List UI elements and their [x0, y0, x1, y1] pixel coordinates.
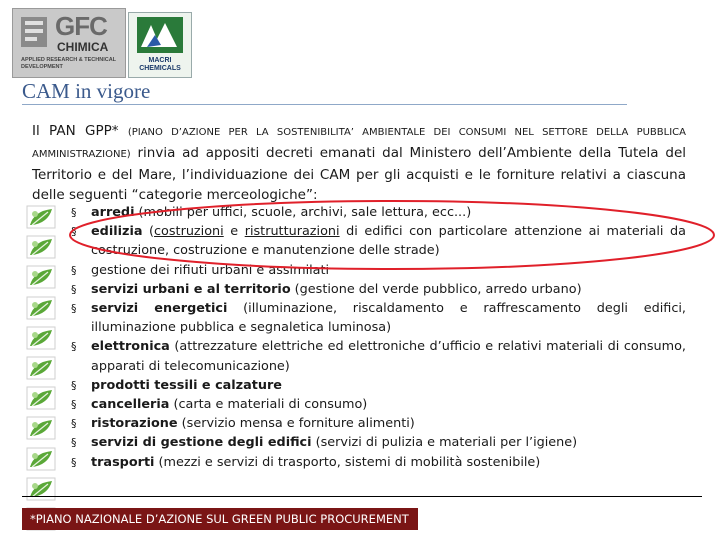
gfc-brand: GFC: [55, 11, 107, 41]
recycle-leaf-icon: [26, 447, 56, 471]
list-item: [70, 376, 686, 395]
item-keyword: edilizia: [91, 224, 143, 240]
highlight-ellipse: [66, 196, 720, 274]
bullet-icon: §: [71, 225, 77, 239]
footer-banner: [22, 508, 418, 530]
bullet-icon: §: [71, 282, 77, 296]
item-keyword: prodotti tessili e calzature: [91, 377, 282, 393]
item-detail: (illuminazione, riscaldamento e raffrescamento degli edifici, illuminazione pubblica e segnaletica luminosa): [91, 301, 686, 336]
item-keyword: arredi: [91, 205, 135, 220]
item-keyword: servizi energetici: [91, 301, 228, 317]
bullet-icon: §: [71, 263, 77, 277]
item-keyword: gestione dei rifiuti urbani e assimilati: [91, 262, 330, 278]
list-item: [70, 299, 686, 337]
bullet-icon: §: [71, 436, 77, 450]
bullet-icon: §: [71, 398, 77, 412]
title-divider: [22, 104, 627, 105]
page-title: CAM in vigore: [22, 79, 151, 103]
item-detail: (mobili per uffici, scuole, archivi, sale lettura, ecc...): [134, 205, 472, 220]
bullet-icon: §: [71, 417, 77, 431]
footer-note: *PIANO NAZIONALE D’AZIONE SUL GREEN PUBLIC PROCUREMENT: [30, 512, 409, 526]
recycle-leaf-icon: [26, 296, 56, 320]
gfc-tagline: APPLIED RESEARCH & TECHNICAL DEVELOPMENT: [21, 57, 116, 70]
recycle-leaf-icon: [26, 235, 56, 259]
intro-lead: Il PAN GPP*: [32, 123, 119, 139]
recycle-leaf-icon: [26, 356, 56, 380]
list-item: [70, 433, 686, 452]
item-detail: di edifici con particolare attenzione ai materiali da costruzione, costruzione e manutenzione delle strade): [91, 224, 686, 259]
recycle-leaf-icon: [26, 386, 56, 410]
item-keyword: servizi urbani e al territorio: [91, 281, 291, 297]
item-underlined: ristrutturazioni: [244, 224, 340, 240]
item-detail: (mezzi e servizi di trasporto, sistemi di mobilità sostenibile): [154, 454, 541, 470]
leaf-icons-column: [26, 205, 62, 537]
item-keyword: ristorazione: [91, 416, 178, 432]
item-keyword: trasporti: [91, 454, 155, 470]
item-keyword: elettronica: [91, 339, 170, 355]
bullet-icon: §: [71, 302, 77, 316]
bullet-icon: §: [71, 378, 77, 392]
list-item: [70, 337, 686, 375]
bullet-icon: §: [71, 206, 77, 219]
recycle-leaf-icon: [26, 416, 56, 440]
recycle-leaf-icon: [26, 205, 56, 229]
item-detail: (servizio mensa e forniture alimenti): [177, 416, 415, 432]
gfc-chimica-logo: [12, 8, 126, 78]
list-item: [70, 453, 686, 472]
intro-acronym-expansion: (PIANO D’AZIONE PER LA SOSTENIBILITA’ AMBIENTALE DEI CONSUMI NEL SETTORE DELLA PUBBLICA AMMINISTRAZIONE): [32, 127, 686, 160]
footer-divider: [22, 496, 702, 497]
item-detail: (gestione del verde pubblico, arredo urbano): [290, 281, 582, 297]
item-detail: (attrezzature elettriche ed elettroniche d’ufficio e relativi materiali di consumo, apparati di telecomunicazione): [91, 339, 686, 374]
item-detail: (carta e materiali di consumo): [169, 397, 368, 413]
item-keyword: cancelleria: [91, 397, 170, 413]
item-keyword: servizi di gestione degli edifici: [91, 435, 312, 451]
list-item: [70, 395, 686, 414]
macri-chemicals-logo: [128, 12, 192, 78]
item-detail: e: [223, 224, 245, 240]
recycle-leaf-icon: [26, 265, 56, 289]
gfc-sub-brand: CHIMICA: [57, 40, 109, 54]
item-detail: (: [142, 224, 155, 240]
intro-body: rinvia ad appositi decreti emanati dal Ministero dell’Ambiente della Tutela del Territorio e del Mare, l’individuazione dei CAM per gli acquisti e le forniture relativi a ciascuna delle seguenti “categorie merceologiche”:: [32, 145, 686, 203]
macri-brand: MACRI CHEMICALS: [139, 57, 181, 72]
bullet-icon: §: [71, 455, 77, 469]
company-logos: [12, 8, 184, 76]
intro-paragraph: [32, 121, 686, 205]
list-item: [70, 280, 686, 299]
item-detail: (servizi di pulizia e materiali per l’igiene): [311, 435, 578, 451]
list-item: [70, 414, 686, 433]
macri-leaf-icon: [137, 17, 183, 53]
recycle-leaf-icon: [26, 477, 56, 501]
gfc-emblem-icon: [19, 15, 49, 53]
item-underlined: costruzioni: [154, 224, 224, 240]
recycle-leaf-icon: [26, 326, 56, 350]
bullet-icon: §: [71, 340, 77, 354]
